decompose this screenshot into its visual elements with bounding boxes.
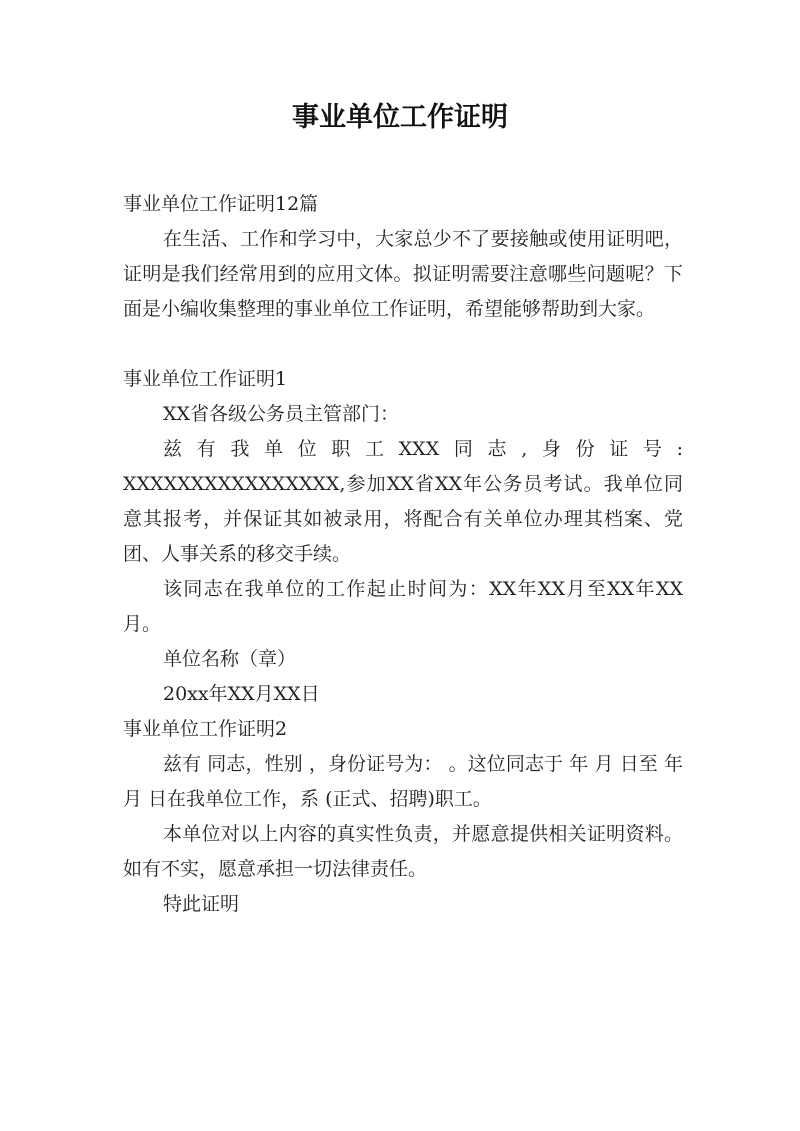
section1-heading: 事业单位工作证明1 [123, 368, 288, 390]
section-spacer [123, 327, 683, 362]
section2-closing: 特此证明 [163, 893, 240, 915]
document-title: 事业单位工作证明 [292, 102, 508, 133]
section2-paragraph-2: 本单位对以上内容的真实性负责，并愿意提供相关证明资料。如有不实，愿意承担一切法律责任。 [123, 823, 683, 880]
section2-heading: 事业单位工作证明2 [123, 718, 288, 740]
section1-signature: 单位名称（章） [163, 648, 297, 670]
document-body [123, 187, 683, 922]
intro-paragraph: 在生活、工作和学习中，大家总少不了要接触或使用证明吧，证明是我们经常用到的应用文体。拟证明需要注意哪些问题呢？下面是小编收集整理的事业单位工作证明，希望能够帮助到大家。 [123, 228, 683, 320]
section1-paragraph-2: 该同志在我单位的工作起止时间为：XX年XX月至XX年XX月。 [123, 578, 683, 635]
document-subtitle: 事业单位工作证明12篇 [123, 193, 319, 215]
section1-date: 20xx年XX月XX日 [163, 683, 320, 705]
section1-addressee: XX省各级公务员主管部门： [163, 403, 400, 425]
section1-paragraph-1: 兹有我单位职工XXX同志,身份证号: XXXXXXXXXXXXXXXX,参加XX省XX年公务员考试。我单位同意其报考，并保证其如被录用，将配合有关单位办理其档案、党团、人事关系的移交手续。 [123, 438, 683, 565]
section2-paragraph-1: 兹有 同志，性别 ，身份证号为： 。这位同志于 年 月 日至 年 月 日在我单位工作，系 (正式、招聘)职工。 [123, 753, 683, 810]
